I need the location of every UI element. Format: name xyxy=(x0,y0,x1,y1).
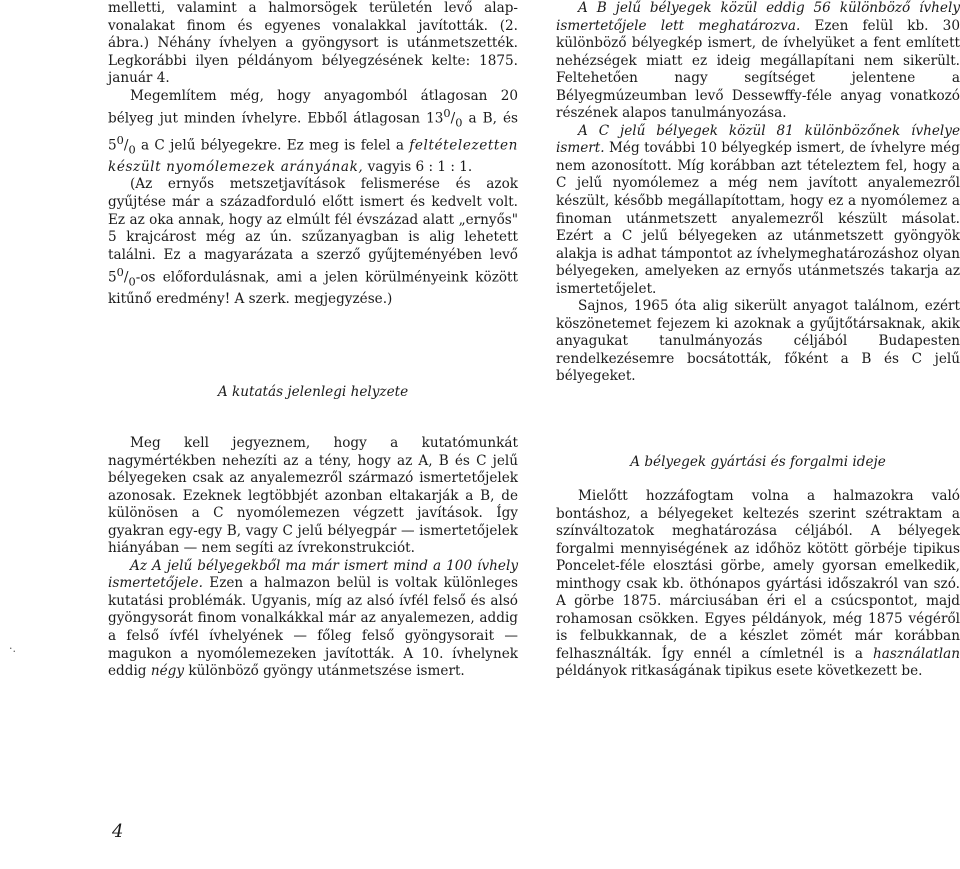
text-run: példányok ritkaságának tipikus esete következett be. xyxy=(556,663,923,680)
text-run: / xyxy=(123,137,129,154)
text-run: / xyxy=(123,269,129,286)
paragraph: melletti, valamint a halmorsögek területén levő alap-vonalakat finom és egyenes vonalakkal javították. (2. ábra.) Néhány ívhelyen a gyöngysort is utánmetszették. Legkorábbi ilyen példányom bélyegzésének kelte: 1875. január 4. xyxy=(108,0,518,87)
percent-sub: 0 xyxy=(455,115,463,130)
page-number: 4 xyxy=(112,821,124,842)
text-run: / xyxy=(450,110,456,127)
italic-text: A B jelű bélyegek közül eddig 56 különböző ívhely ismertetőjele lett meghatározva. xyxy=(556,0,960,34)
paragraph: Sajnos, 1965 óta alig sikerült anyagot találnom, ezért köszönetemet fejezem ki azoknak a gyűjtőtársaknak, akik anyagukat tanulmányozás céljából Budapesten rendelkezésemre bocsátották, főként a B és C jelű bélyegeket. xyxy=(556,298,960,385)
scan-speck: ·. xyxy=(9,642,16,655)
paragraph xyxy=(556,488,960,681)
text-run: vagyis 6 : 1 : 1. xyxy=(363,158,473,175)
paragraph xyxy=(556,0,960,123)
percent-sub: 0 xyxy=(128,274,136,289)
paragraph xyxy=(108,176,518,308)
percent-sup: 0 xyxy=(443,106,451,121)
text-run: -os előfordulásnak, ami a jelen körülményeink között kitűnő eredmény! A szerk. megjegyzése.) xyxy=(108,269,518,307)
italic-text: Az A jelű bélyegekből ma már ismert mind a 100 ívhely ismertetőjele. xyxy=(108,557,518,592)
left-column-lower xyxy=(108,435,518,681)
section-heading-research-status: A kutatás jelenlegi helyzete xyxy=(217,384,409,400)
paragraph: Meg kell jegyeznem, hogy a kutatómunkát nagymértékben nehezíti az a tény, hogy az A, B és C jelű bélyegeken csak az anyalemezről származó ismertetőjelek azonosak. Ezeknek legtöbbjét azonban eltakarják a B, de különösen a C nyomólemezen végzett javítások. Így gyakran egy-egy B, vagy C jelű bélyegpár — ismertetőjelek hiányában — nem segíti az ívrekonstrukciót. xyxy=(108,435,518,557)
percent-sup: 0 xyxy=(116,265,124,280)
text-run: Megemlítem még, hogy anyagomból átlagosan 20 bélyeg jut minden ívhelyre. Ebből átlagosan 13 xyxy=(108,87,518,127)
text-run: különböző gyöngy utánmetszése ismert. xyxy=(184,663,465,680)
text-run: Ezen a halmazon belül is voltak különleges kutatási problémák. Ugyanis, míg az alsó ívfél felső és alsó gyöngysorát finom vonalkákkal már az anyalemezen, addig a felső ívfél ívhelyének — főleg felső gyöngysorait — magukon a nyomólemezeken javították. A 10. ívhelynek eddig xyxy=(108,575,518,680)
text-run: a C jelű bélyegekre. Ez meg is felel a xyxy=(135,137,410,154)
right-column xyxy=(556,0,960,386)
text-run: a B, és 5 xyxy=(108,110,518,154)
percent-sup: 0 xyxy=(116,133,124,148)
left-column xyxy=(108,0,518,309)
paragraph xyxy=(108,88,518,177)
text-run: Ezen felül kb. 30 különböző bélyegkép ismert, de ívhelyüket a fent említett nehézségek miatt ez ideig megállapítani nem sikerült. Feltehetően nagy segítséget jelentene a Bélyegmúzeumban levő Dessewffy-féle anyag vonatkozó részének alapos tanulmányozása. xyxy=(556,17,960,122)
paragraph xyxy=(108,558,518,681)
italic-text: négy xyxy=(150,663,185,680)
italic-text: feltételezetten készült nyomólemezek arányának, xyxy=(108,137,518,175)
text-run: Mielőtt hozzáfogtam volna a halmazokra való bontáshoz, a bélyegeket keltezés szerint szétraktam a színváltozatok meghatározása céljából. A bélyegek forgalmi mennyiségének az időhöz kötött görbéje tipikus Poncelet-féle elosztási görbe, amely gyorsan emelkedik, minthogy csak kb. öthónapos gyártási időszakról van szó. A görbe 1875. márciusában éri el a csúcspontot, majd rohamosan csökken. Egyes példányok, még 1875 végéről is felbukkannak, de a készlet zömét már korábban felhasználták. Így ennél a címletnél is a xyxy=(556,488,960,662)
text-run: Még további 10 bélyegkép ismert, de ívhelyre még nem azonosított. Míg korábban azt tételeztem fel, hogy a C jelű nyomólemez a még nem javított anyalemezről készült, később megállapítottam, hogy ez a nyomólemez a finoman utánmetszett anyalemezről készült másolat. Ezért a C jelű bélyegeken az utánmetszett gyöngyök alakja is adhat támpontot az ívhelymeghatározáshoz olyan bélyegeken, amelyeken az ernyős utánmetszés takarja az ismertetőjelet. xyxy=(556,140,960,297)
text-run: (Az ernyős metszetjavítások felismerése és azok gyűjtése már a századforduló előtt ismert és kedvelt volt. Ez az oka annak, hogy az elmúlt fél évszázad alatt „ernyős" 5 krajcárost még az ún. szűzanyagban is alig lehetett találni. Ez a magyarázata a szerző gyűjteményében levő 5 xyxy=(108,176,518,286)
paragraph xyxy=(556,123,960,298)
italic-text: használatlan xyxy=(873,645,960,662)
percent-sub: 0 xyxy=(128,142,136,157)
right-column-lower xyxy=(556,488,960,681)
italic-text: A C jelű bélyegek közül 81 különbözőnek ívhelye ismert. xyxy=(556,122,960,157)
section-heading-production-period: A bélyegek gyártási és forgalmi ideje xyxy=(630,454,886,470)
